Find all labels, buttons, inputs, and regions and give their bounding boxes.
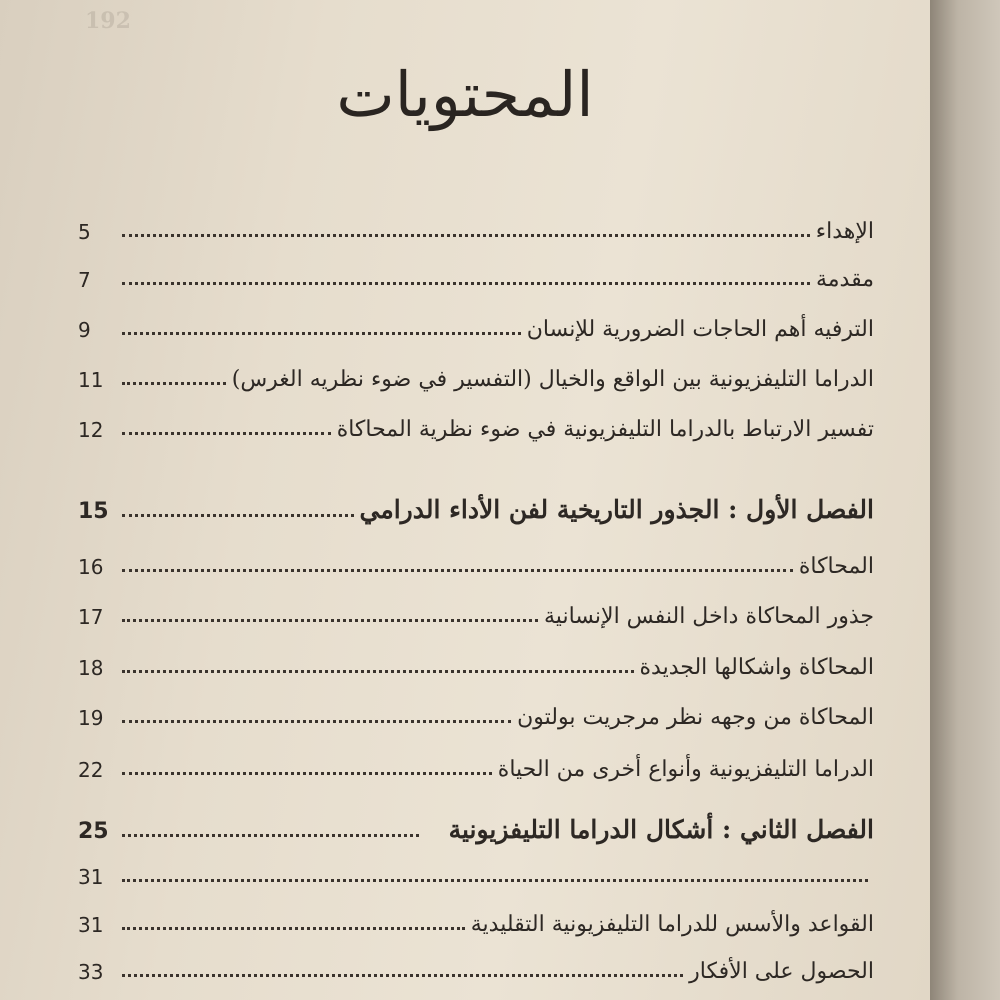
toc-entry (78, 200, 874, 244)
dot-leader (122, 382, 226, 385)
toc-entry (78, 636, 874, 680)
entry-title: الدراما التليفزيونية وأنواع أخرى من الحياة (497, 757, 874, 782)
entry-page-number: 19 (78, 706, 104, 730)
dot-leader (122, 974, 683, 977)
chapter-page-number: 15 (78, 499, 109, 524)
dot-leader (122, 720, 511, 723)
entry-page-number: 18 (78, 656, 104, 680)
dot-leader (122, 282, 810, 285)
page-title: المحتويات (336, 58, 594, 131)
entry-title: مقدمة (815, 267, 874, 292)
entry-title: الدراما التليفزيونية بين الواقع والخيال (التفسير في ضوء نظريه الغرس) (231, 367, 874, 392)
toc-entry (78, 585, 874, 629)
dot-leader (122, 332, 521, 335)
entry-page-number: 17 (78, 605, 104, 629)
dot-leader (122, 834, 419, 837)
chapter-page-number: 25 (78, 819, 109, 844)
entry-page-number: 11 (78, 368, 104, 392)
toc-entry (78, 248, 874, 292)
entry-title: تفسير الارتباط بالدراما التليفزيونية في ضوء نظرية المحاكاة (336, 417, 874, 442)
dot-leader (122, 619, 538, 622)
chapter-title: الفصل الأول : الجذور التاريخية لفن الأداء الدرامي (359, 495, 874, 524)
toc-entry (78, 398, 874, 442)
page-edge (930, 0, 1000, 1000)
toc-entry (78, 298, 874, 342)
toc-chapter-entry (78, 480, 874, 524)
chapter-title: الفصل الثاني : أشكال الدراما التليفزيونية (448, 815, 874, 844)
faint-page-number: 192 (85, 8, 131, 34)
dot-leader (122, 927, 465, 930)
dot-leader (122, 514, 354, 517)
toc-entry (78, 348, 874, 392)
entry-page-number: 5 (78, 220, 91, 244)
entry-title: المحاكاة واشكالها الجديدة (639, 655, 874, 680)
toc-chapter-entry (78, 800, 874, 844)
entry-title: الإهداء (815, 219, 874, 244)
entry-title: المحاكاة (798, 554, 874, 579)
dot-leader (122, 432, 331, 435)
toc-entry (78, 845, 874, 889)
entry-page-number: 31 (78, 865, 104, 889)
entry-title: الترفيه أهم الحاجات الضرورية للإنسان (526, 317, 874, 342)
dot-leader (122, 772, 492, 775)
entry-page-number: 7 (78, 268, 91, 292)
entry-page-number: 9 (78, 318, 91, 342)
entry-title: جذور المحاكاة داخل النفس الإنسانية (544, 604, 874, 629)
entry-page-number: 16 (78, 555, 104, 579)
toc-entry (78, 535, 874, 579)
entry-title: القواعد والأسس للدراما التليفزيونية التقليدية (470, 912, 874, 937)
toc-entry (78, 686, 874, 730)
entry-title: المحاكاة من وجهه نظر مرجريت بولتون (517, 705, 874, 730)
entry-page-number: 12 (78, 418, 104, 442)
entry-page-number: 33 (78, 960, 104, 984)
toc-entry (78, 738, 874, 782)
dot-leader (122, 670, 634, 673)
entry-page-number: 31 (78, 913, 104, 937)
dot-leader (122, 569, 793, 572)
entry-title: الحصول على الأفكار (689, 959, 874, 984)
dot-leader (122, 879, 868, 882)
toc-entry (78, 940, 874, 984)
dot-leader (122, 234, 810, 237)
entry-page-number: 22 (78, 758, 104, 782)
toc-entry (78, 893, 874, 937)
